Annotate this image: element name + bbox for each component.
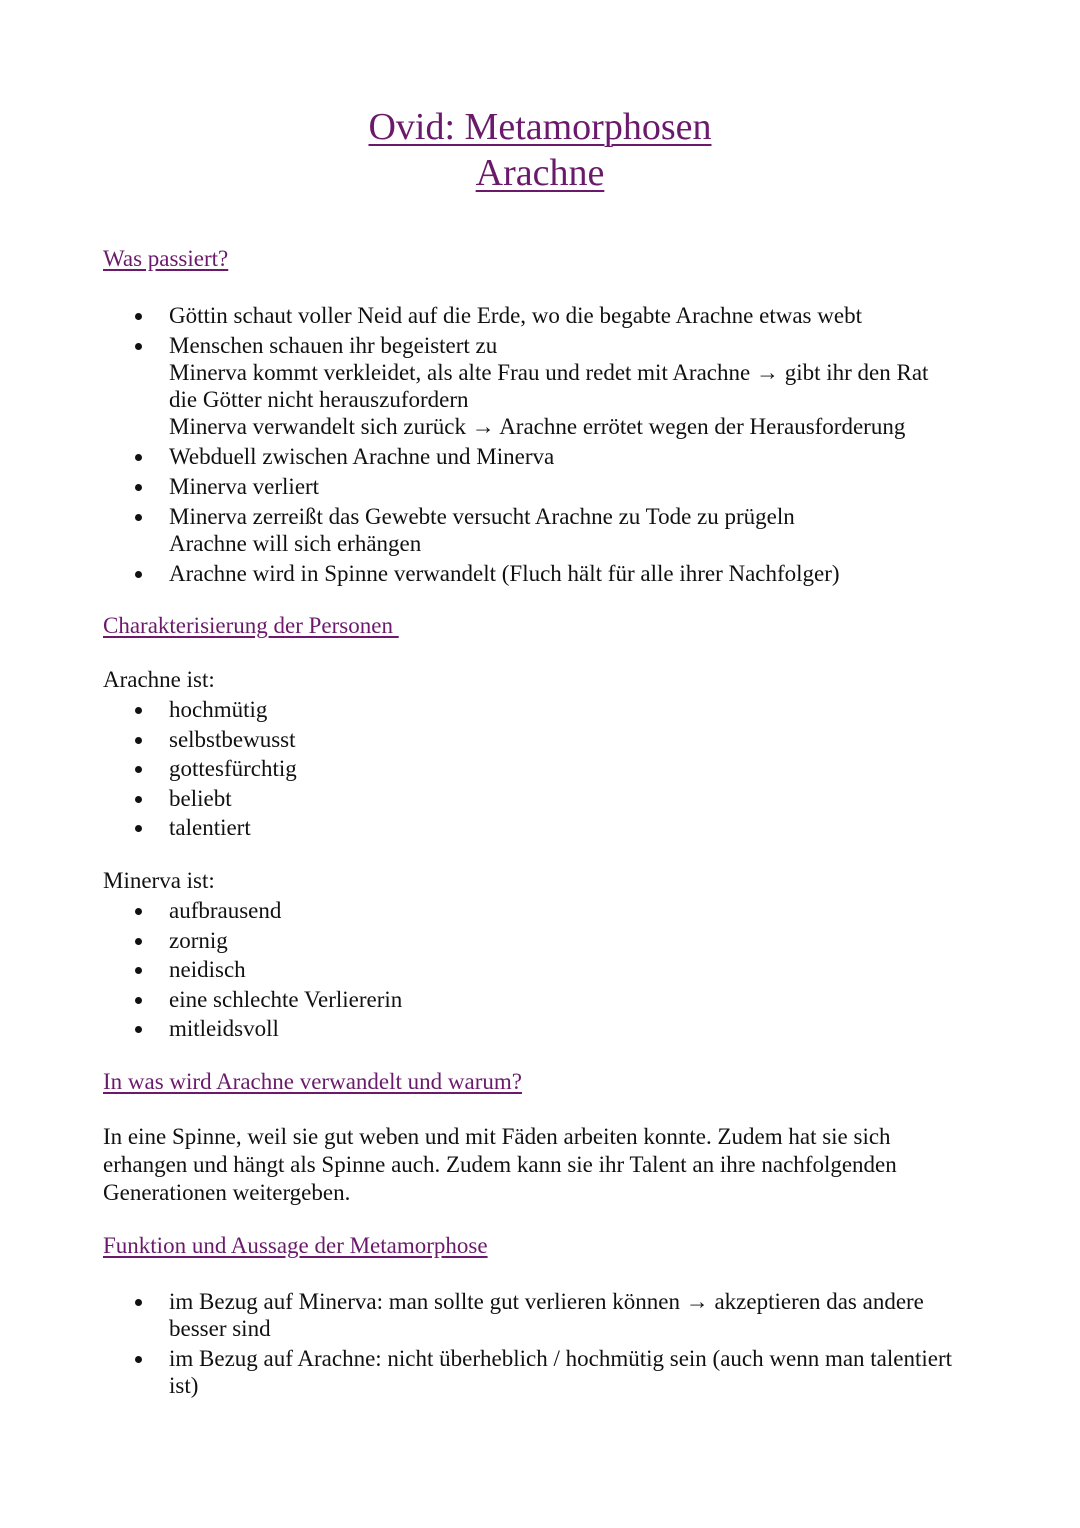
verwandlung-paragraph: In eine Spinne, weil sie gut weben und mit Fäden arbeiten konnte. Zudem hat sie sich erhangen und hängt als Spinne auch. Zudem kann sie ihr Talent an ihre nachfolgenden Generationen weitergeben. [103,1124,897,1205]
list-item: Göttin schaut voller Neid auf die Erde, wo die begabte Arachne etwas webt [0,302,928,329]
bullet-icon [135,1356,142,1363]
arachne-label: Arachne ist: [103,667,215,692]
section-heading-funktion: Funktion und Aussage der Metamorphose [103,1233,488,1258]
list-item: Menschen schauen ihr begeistert zu Minerva kommt verkleidet, als alte Frau und redet mit Arachne → gibt ihr den Rat die Götter nicht herauszufordern Minerva verwandelt sich zurück → Arachne errötet wegen der Herausforderung [0,332,928,440]
document-title: Ovid: Metamorphosen [368,106,712,148]
list-item: gottesfürchtig [0,755,297,782]
bullet-icon [135,571,142,578]
list-item: beliebt [0,785,297,812]
bullet-icon [135,514,142,521]
bullet-icon [135,737,142,744]
minerva-label: Minerva ist: [103,868,215,893]
bullet-icon [135,484,142,491]
list-item: Arachne wird in Spinne verwandelt (Fluch hält für alle ihrer Nachfolger) [0,560,928,587]
bullet-icon [135,908,142,915]
bullet-icon [135,766,142,773]
section-heading-was-passiert: Was passiert? [103,246,229,271]
bullet-icon [135,967,142,974]
list-item: talentiert [0,814,297,841]
bullet-icon [135,707,142,714]
list-item: eine schlechte Verliererin [0,986,402,1013]
list-item: aufbrausend [0,897,402,924]
list-item: hochmütig [0,696,297,723]
list-item: im Bezug auf Minerva: man sollte gut verlieren können → akzeptieren das andere besser sind [0,1288,952,1342]
arachne-traits-list [0,696,297,841]
list-item: Minerva zerreißt das Gewebte versucht Arachne zu Tode zu prügeln Arachne will sich erhängen [0,503,928,557]
bullet-icon [135,938,142,945]
bullet-icon [135,825,142,832]
funktion-list [0,1288,952,1399]
list-item: Webduell zwischen Arachne und Minerva [0,443,928,470]
list-item: neidisch [0,956,402,983]
events-list [0,302,928,587]
list-item: zornig [0,927,402,954]
bullet-icon [135,454,142,461]
list-item: mitleidsvoll [0,1015,402,1042]
section-heading-verwandlung: In was wird Arachne verwandelt und warum? [103,1069,522,1094]
bullet-icon [135,796,142,803]
list-item: im Bezug auf Arachne: nicht überheblich / hochmütig sein (auch wenn man talentiert ist) [0,1345,952,1399]
bullet-icon [135,1299,142,1306]
bullet-icon [135,997,142,1004]
list-item: selbstbewusst [0,726,297,753]
minerva-traits-list [0,897,402,1042]
bullet-icon [135,1026,142,1033]
list-item: Minerva verliert [0,473,928,500]
document-subtitle: Arachne [475,152,605,194]
bullet-icon [135,313,142,320]
bullet-icon [135,343,142,350]
section-heading-charakterisierung: Charakterisierung der Personen [103,613,399,638]
